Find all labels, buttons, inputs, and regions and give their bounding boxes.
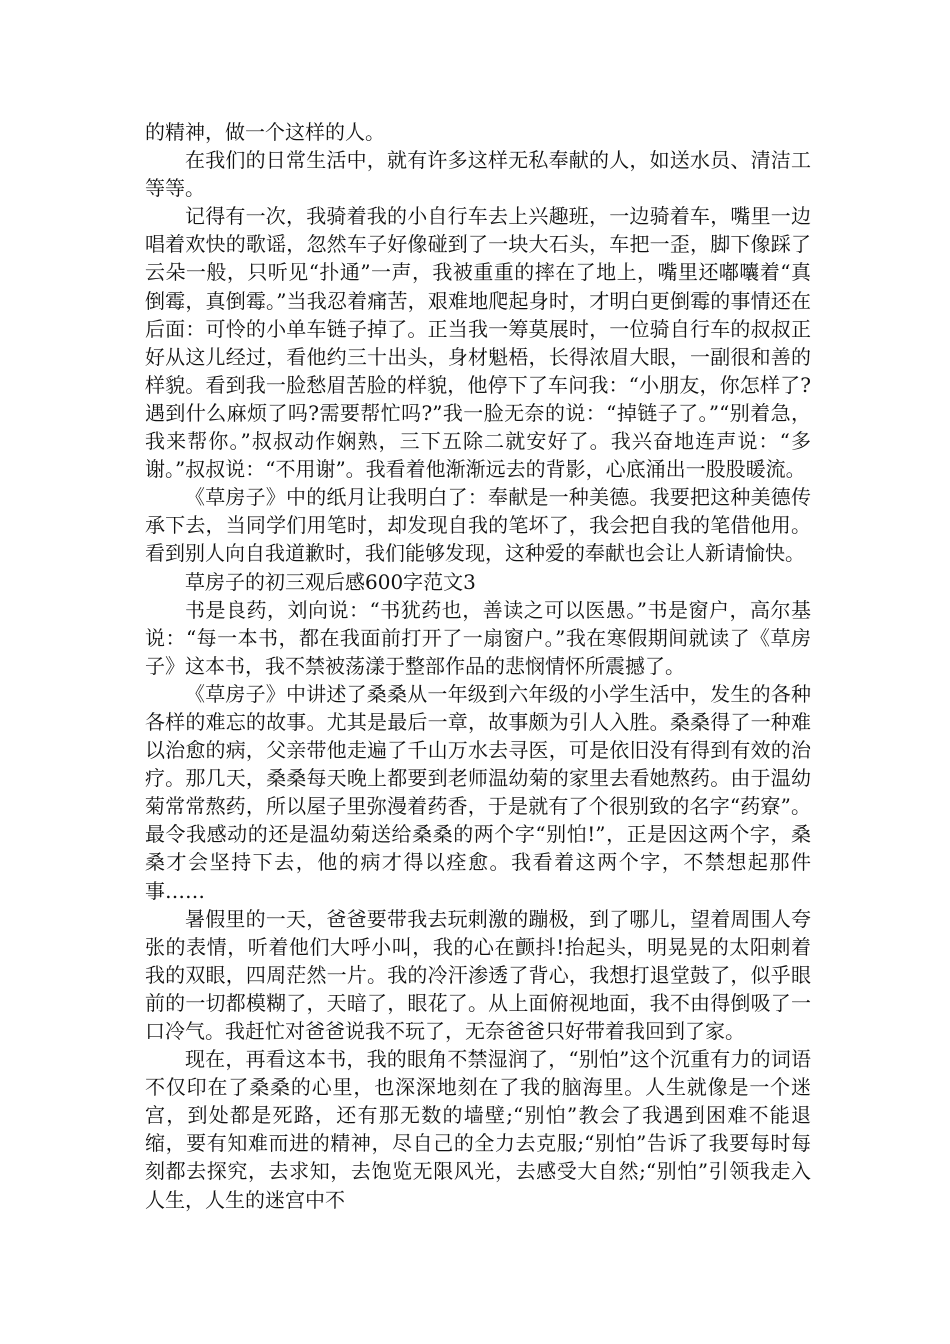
paragraph: 《草房子》中的纸月让我明白了：奉献是一种美德。我要把这种美德传承下去，当同学们用笔时，却发现自我的笔坏了，我会把自我的笔借他用。看到别人向自我道歉时，我们能够发现，这种爱的奉献也会让人新请愉快。 — [145, 485, 811, 566]
paragraph: 记得有一次，我骑着我的小自行车去上兴趣班，一边骑着车，嘴里一边唱着欢快的歌谣，忽然车子好像碰到了一块大石头，车把一歪，脚下像踩了云朵一般，只听见“扑通”一声，我被重重的摔在了地上，嘴里还嘟囔着“真倒霉，真倒霉。”当我忍着痛苦，艰难地爬起身时，才明白更倒霉的事情还在后面：可怜的小单车链子掉了。正当我一筹莫展时，一位骑自行车的叔叔正好从这儿经过，看他约三十出头，身材魁梧，长得浓眉大眼，一副很和善的样貌。看到我一脸愁眉苦脸的样貌，他停下了车问我：“小朋友，你怎样了?遇到什么麻烦了吗?需要帮忙吗?”我一脸无奈的说：“掉链子了。”“别着急，我来帮你。”叔叔动作娴熟，三下五除二就安好了。我兴奋地连声说：“多谢。”叔叔说：“不用谢”。我看着他渐渐远去的背影，心底涌出一股股暖流。 — [145, 204, 811, 482]
paragraph: 现在，再看这本书，我的眼角不禁湿润了，“别怕”这个沉重有力的词语不仅印在了桑桑的心里，也深深地刻在了我的脑海里。人生就像是一个迷宫，到处都是死路，还有那无数的墙壁;“别怕”教会了我遇到困难不能退缩，要有知难而进的精神，尽自己的全力去克服;“别怕”告诉了我要每时每刻都去探究，去求知，去饱览无限风光，去感受大自然;“别怕”引领我走入人生，人生的迷宫中不 — [145, 1047, 811, 1212]
paragraph-continuation: 的精神，做一个这样的人。 — [145, 120, 385, 144]
paragraph: 在我们的日常生活中，就有许多这样无私奉献的人，如送水员、清洁工等等。 — [145, 148, 811, 201]
section-heading: 草房子的初三观后感600字范文3 — [185, 569, 476, 594]
paragraph: 书是良药，刘向说：“书犹药也，善读之可以医愚。”书是窗户，高尔基说：“每一本书，都在我面前打开了一扇窗户。”我在寒假期间就读了《草房子》这本书，我不禁被荡漾于整部作品的悲悯情怀所震撼了。 — [145, 597, 811, 678]
paragraph: 《草房子》中讲述了桑桑从一年级到六年级的小学生活中，发生的各种各样的难忘的故事。尤其是最后一章，故事颇为引人入胜。桑桑得了一种难以治愈的病，父亲带他走遍了千山万水去寻医，可是依旧没有得到有效的治疗。那几天，桑桑每天晚上都要到老师温幼菊的家里去看她熬药。由于温幼菊常常熬药，所以屋子里弥漫着药香，于是就有了个很别致的名字“药寮”。最令我感动的还是温幼菊送给桑桑的两个字“别怕!”，正是因这两个字，桑桑才会坚持下去，他的病才得以痊愈。我看着这两个字，不禁想起那件事…… — [145, 681, 811, 903]
document-body — [145, 118, 811, 1214]
paragraph: 暑假里的一天，爸爸要带我去玩刺激的蹦极，到了哪儿，望着周围人夸张的表情，听着他们大呼小叫，我的心在颤抖!抬起头，明晃晃的太阳刺着我的双眼，四周茫然一片。我的冷汗渗透了背心，我想打退堂鼓了，似乎眼前的一切都模糊了，天暗了，眼花了。从上面俯视地面，我不由得倒吸了一口冷气。我赶忙对爸爸说我不玩了，无奈爸爸只好带着我回到了家。 — [145, 906, 811, 1043]
